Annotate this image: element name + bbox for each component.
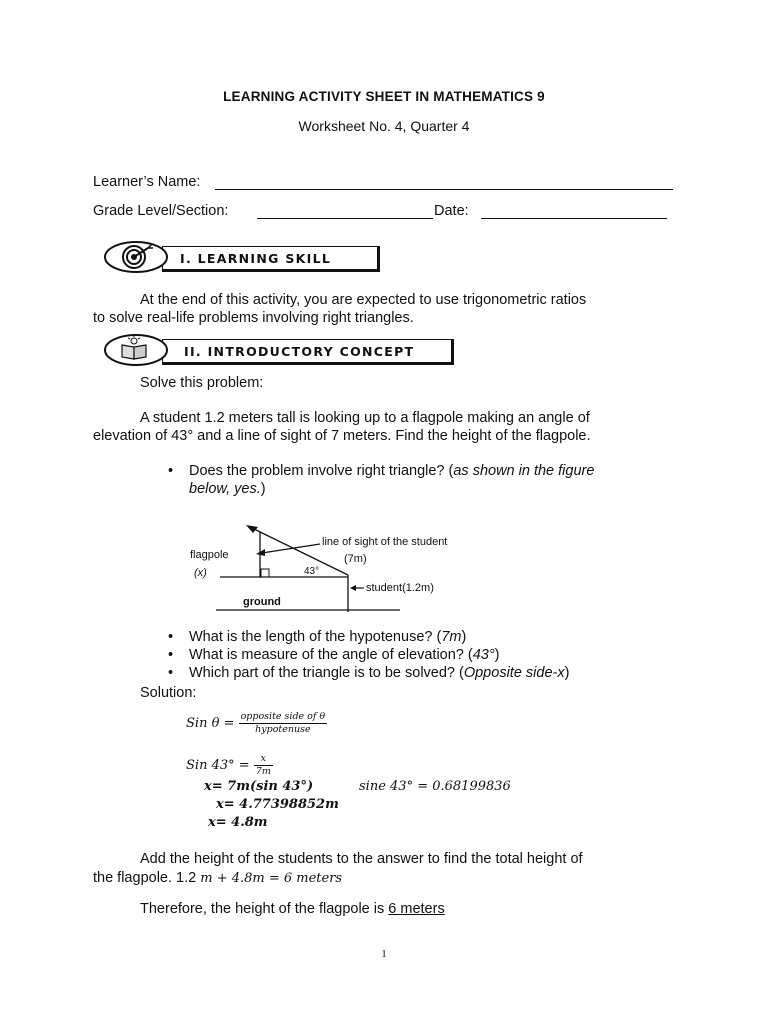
solve-prompt: Solve this problem: (140, 375, 264, 391)
bullet-marker: • (168, 647, 174, 663)
sine-43-value: sine 43° = 0.68199836 (359, 779, 511, 794)
hypotenuse-value: (7m) (344, 553, 367, 565)
formula-numerator: opposite side of θ (240, 711, 326, 722)
date-label: Date: (434, 203, 469, 219)
solution-step-4: x= 4.8m (208, 815, 268, 830)
flagpole-label: flagpole (190, 549, 229, 561)
sine-43-equation: Sin 43° = $\frac{x}{7m}$ (186, 753, 271, 777)
line-of-sight-label: line of sight of the student (322, 536, 448, 548)
problem-text-2: elevation of 43° and a line of sight of 7 meters. Find the height of the flagpole. (93, 428, 591, 444)
grade-level-label: Grade Level/Section: (93, 203, 229, 219)
conclusion-text-2: the flagpole. 1.2 m + 4.8m = 6 meters (93, 870, 343, 886)
introductory-concept-banner (104, 333, 456, 359)
learner-name-label: Learner’s Name: (93, 174, 201, 190)
final-answer: 6 meters (388, 901, 445, 917)
worksheet-subtitle: Worksheet No. 4, Quarter 4 (298, 118, 470, 134)
bullet-marker: • (168, 665, 174, 681)
page-title: LEARNING ACTIVITY SHEET IN MATHEMATICS 9 (223, 89, 545, 104)
date-field[interactable] (481, 218, 667, 219)
page-number: 1 (381, 948, 387, 960)
target-icon (104, 240, 170, 274)
flagpole-x-label: (x) (194, 567, 207, 579)
formula-denominator: hypotenuse (255, 724, 311, 735)
book-icon (104, 333, 170, 367)
learning-skill-text-1: At the end of this activity, you are expected to use trigonometric ratios (140, 292, 587, 308)
bullet-marker: • (168, 463, 174, 479)
student-label: student(1.2m) (366, 582, 434, 594)
bullet-marker: • (168, 629, 174, 645)
ground-label: ground (243, 596, 281, 608)
problem-text-1: A student 1.2 meters tall is looking up to a flagpole making an angle of (140, 410, 590, 426)
sine-formula: Sin θ = $\frac{\text{opposite side of θ}}{\text{hypotenuse}}$ (186, 711, 326, 735)
solution-step-2: x= 7m(sin 43°) (204, 779, 314, 794)
question-hypotenuse: What is the length of the hypotenuse? (7m) (189, 629, 467, 645)
question-right-triangle-cont: below, yes.) (189, 481, 266, 497)
question-angle: What is measure of the angle of elevation? (43°) (189, 647, 500, 663)
conclusion-text-1: Add the height of the students to the answer to find the total height of (140, 851, 583, 867)
question-part-solved: Which part of the triangle is to be solved? (Opposite side-x) (189, 665, 570, 681)
grade-level-field[interactable] (257, 218, 433, 219)
solution-label: Solution: (140, 685, 197, 701)
learning-skill-banner (104, 240, 380, 266)
learning-skill-heading: I. LEARNING SKILL (180, 251, 332, 266)
final-answer-sentence: Therefore, the height of the flagpole is 6 meters (140, 901, 445, 917)
learning-skill-text-2: to solve real-life problems involving right triangles. (93, 310, 414, 326)
solution-step-3: x= 4.77398852m (216, 797, 339, 812)
angle-label: 43° (304, 566, 320, 577)
introductory-concept-heading: II. INTRODUCTORY CONCEPT (184, 344, 415, 359)
question-right-triangle: Does the problem involve right triangle? (as shown in the figure (189, 463, 595, 479)
learner-name-field[interactable] (215, 189, 673, 190)
